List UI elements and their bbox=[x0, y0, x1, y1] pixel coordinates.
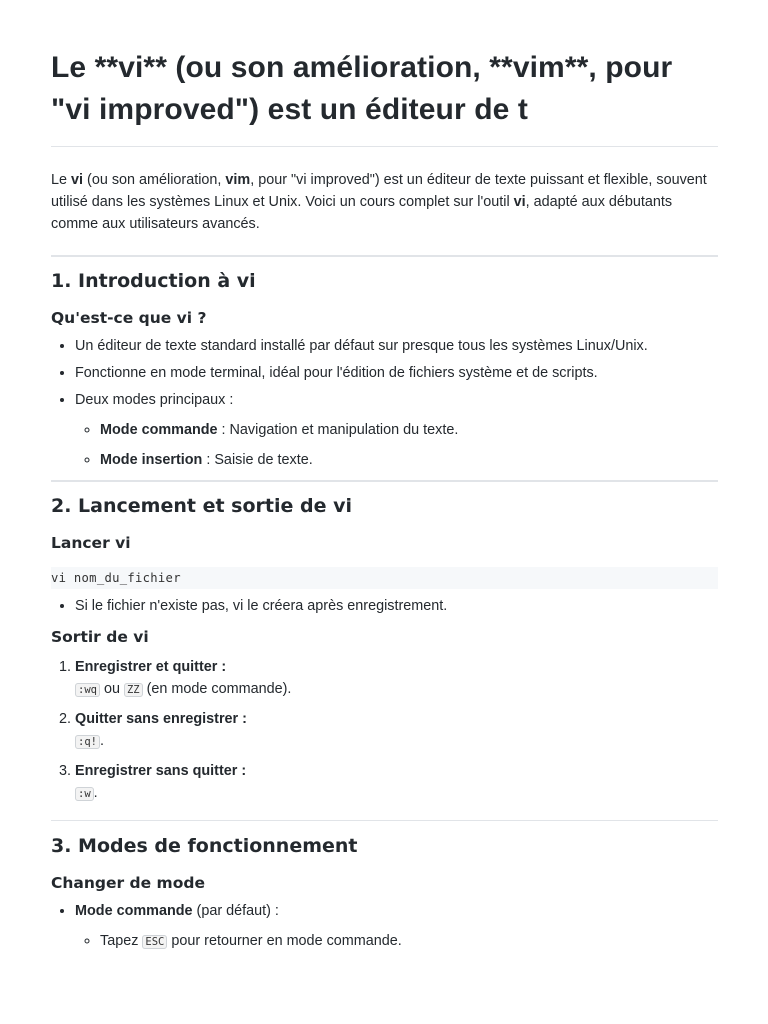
modes-list bbox=[75, 420, 718, 470]
tip-text: Tapez bbox=[100, 933, 143, 949]
subheading-what-is-vi: Qu'est-ce que vi ? bbox=[51, 309, 207, 327]
list-item bbox=[75, 390, 718, 470]
launch-list bbox=[51, 596, 718, 616]
intro-text: , adapté aux débutants comme aux utilisateurs avancés. bbox=[51, 194, 673, 232]
step-text: . bbox=[99, 733, 104, 749]
mode-label: Mode insertion bbox=[100, 452, 203, 468]
mode-label: Mode commande bbox=[75, 903, 193, 919]
exit-steps bbox=[51, 657, 718, 804]
section-divider bbox=[51, 255, 718, 257]
step-text: . bbox=[93, 785, 98, 801]
intro-bold: vim bbox=[225, 172, 251, 188]
inline-code: :w bbox=[75, 787, 94, 801]
mode-desc: (par défaut) : bbox=[192, 903, 279, 919]
mode-tips bbox=[75, 931, 718, 952]
section-heading-introduction: 1. Introduction à vi bbox=[51, 270, 256, 292]
intro-text: (ou son amélioration, bbox=[83, 172, 226, 188]
inline-code: ESC bbox=[142, 935, 167, 949]
intro-list bbox=[51, 336, 718, 470]
section-divider bbox=[51, 820, 718, 821]
section-heading-modes: 3. Modes de fonctionnement bbox=[51, 835, 358, 857]
list-item bbox=[75, 709, 718, 752]
modes-change-list bbox=[51, 901, 718, 952]
list-item: • Un éditeur de texte standard installé par défaut sur presque tous les systèmes Linux/Unix. bbox=[75, 336, 718, 356]
step-text: (en mode commande). bbox=[142, 681, 292, 697]
list-item bbox=[100, 450, 718, 470]
mode-desc: : Navigation et manipulation du texte. bbox=[217, 422, 459, 438]
step-label: 3. Enregistrer sans quitter : bbox=[75, 763, 247, 779]
tip-text: pour retourner en mode commande. bbox=[167, 933, 402, 949]
section-divider bbox=[51, 480, 718, 482]
intro-text: Le bbox=[51, 172, 72, 188]
intro-paragraph bbox=[51, 169, 718, 235]
list-item bbox=[100, 420, 718, 440]
intro-bold: vi bbox=[71, 172, 84, 188]
list-item-text: Deux modes principaux : bbox=[75, 392, 234, 408]
step-label: 2. Quitter sans enregistrer : bbox=[75, 711, 247, 727]
list-item: • Si le fichier n'existe pas, vi le créera après enregistrement. bbox=[75, 596, 718, 616]
subheading-change-mode: Changer de mode bbox=[51, 874, 205, 892]
intro-bold: vi bbox=[513, 194, 526, 210]
section-heading-launch-exit: 2. Lancement et sortie de vi bbox=[51, 495, 352, 517]
list-item bbox=[75, 761, 718, 804]
step-label: 1. Enregistrer et quitter : bbox=[75, 659, 227, 675]
step-text: ou bbox=[99, 681, 124, 697]
step-detail bbox=[75, 783, 718, 804]
intro-text: , pour "vi improved") est un éditeur de texte puissant et flexible, souvent utilisé dans les systèmes Linux et Unix. Voici un cours complet sur l'outil bbox=[51, 172, 707, 210]
list-item: • Fonctionne en mode terminal, idéal pour l'édition de fichiers système et de scripts. bbox=[75, 363, 718, 383]
step-detail bbox=[75, 679, 718, 700]
subheading-launch: Lancer vi bbox=[51, 534, 131, 552]
inline-code: :q! bbox=[75, 735, 100, 749]
list-item bbox=[75, 657, 718, 700]
mode-label: Mode commande bbox=[100, 422, 218, 438]
code-block: vi nom_du_fichier bbox=[51, 567, 718, 589]
list-item bbox=[100, 931, 718, 952]
inline-code: :wq bbox=[75, 683, 100, 697]
subheading-exit: Sortir de vi bbox=[51, 628, 149, 646]
mode-desc: : Saisie de texte. bbox=[202, 452, 313, 468]
inline-code: ZZ bbox=[124, 683, 143, 697]
page-title: Le **vi** (ou son amélioration, **vim**, pour "vi improved") est un éditeur de t bbox=[51, 0, 718, 147]
step-detail bbox=[75, 731, 718, 752]
list-item bbox=[75, 901, 718, 952]
